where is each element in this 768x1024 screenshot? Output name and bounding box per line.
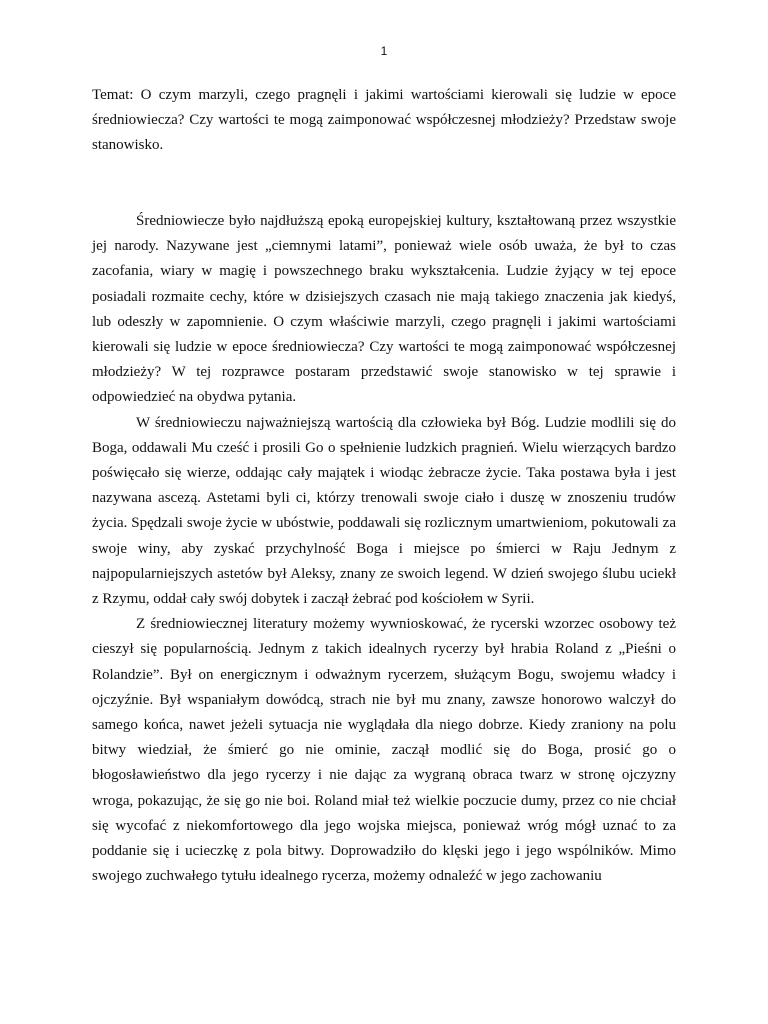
essay-body — [92, 209, 676, 889]
page-number: 1 — [380, 44, 388, 58]
essay-topic: Temat: O czym marzyli, czego pragnęli i jakimi wartościami kierowali się ludzie w epoce średniowiecza? Czy wartości te mogą zaimponować współczesnej młodzieży? Przedstaw swoje stanowisko. — [92, 87, 676, 153]
paragraph-introduction: Średniowiecze było najdłuższą epoką europejskiej kultury, kształtowaną przez wszystkie jej narody. Nazywane jest „ciemnymi latami”, ponieważ wiele osób uważa, że był to czas zacofania, wiary w magię i powszechnego braku wykształcenia. Ludzie żyjący w tej epoce posiadali rozmaite cechy, które w dzisiejszych czasach nie mają takiego znaczenia jak kiedyś, lub odeszły w zapomnienie. O czym właściwie marzyli, czego pragnęli i jakimi wartościami kierowali się ludzie w epoce średniowiecza? Czy wartości te mogą zaimponować współczesnej młodzieży? W tej rozprawce postaram przedstawić swoje stanowisko w tej sprawie i odpowiedzieć na obydwa pytania. — [92, 213, 676, 406]
paragraph-knight: Z średniowiecznej literatury możemy wywnioskować, że rycerski wzorzec osobowy też cieszył się popularnością. Jednym z takich idealnych rycerzy był hrabia Roland z „Pieśni o Rolandzie”. Był on energicznym i odważnym rycerzem, służącym Bogu, swojemu władcy i ojczyźnie. Był wspaniałym dowódcą, strach nie był mu znany, zawsze honorowo walczył do samego końca, nawet jeżeli sytuacja nie wyglądała dla niego dobrze. Kiedy zraniony na polu bitwy wiedział, że śmierć go nie ominie, zaczął modlić się do Boga, prosić go o błogosławieństwo dla jego rycerzy i nie dając za wygraną obraca twarz w stronę ojczyzny wroga, pokazując, że się go nie boi. Roland miał też wielkie poczucie dumy, przez co nie chciał się wycofać z niekomfortowego dla jego wojska miejsca, ponieważ wróg mógł uznać to za poddanie się i ucieczkę z pola bitwy. Doprowadziło do klęski jego i jego wspólników. Mimo swojego zuchwałego tytułu idealnego rycerza, możemy odnaleźć w jego zachowaniu — [92, 616, 676, 885]
document-content — [92, 83, 676, 889]
paragraph-asceticism: W średniowieczu najważniejszą wartością dla człowieka był Bóg. Ludzie modlili się do Boga, oddawali Mu cześć i prosili Go o spełnienie ludzkich pragnień. Wielu wierzących bardzo poświęcało się wierze, oddając cały majątek i wiodąc żebracze życie. Taka postawa była i jest nazywana ascezą. Astetami byli ci, którzy trenowali swoje ciało i duszę w znoszeniu trudów życia. Spędzali swoje życie w ubóstwie, poddawali się rozlicznym umartwieniom, pokutowali za swoje winy, aby zyskać przychylność Boga i miejsce po śmierci w Raju Jednym z najpopularniejszych astetów był Aleksy, znany ze swoich legend. W dzień swojego ślubu uciekł z Rzymu, oddał cały swój dobytek i zaczął żebrać pod kościołem w Syrii. — [92, 414, 676, 608]
